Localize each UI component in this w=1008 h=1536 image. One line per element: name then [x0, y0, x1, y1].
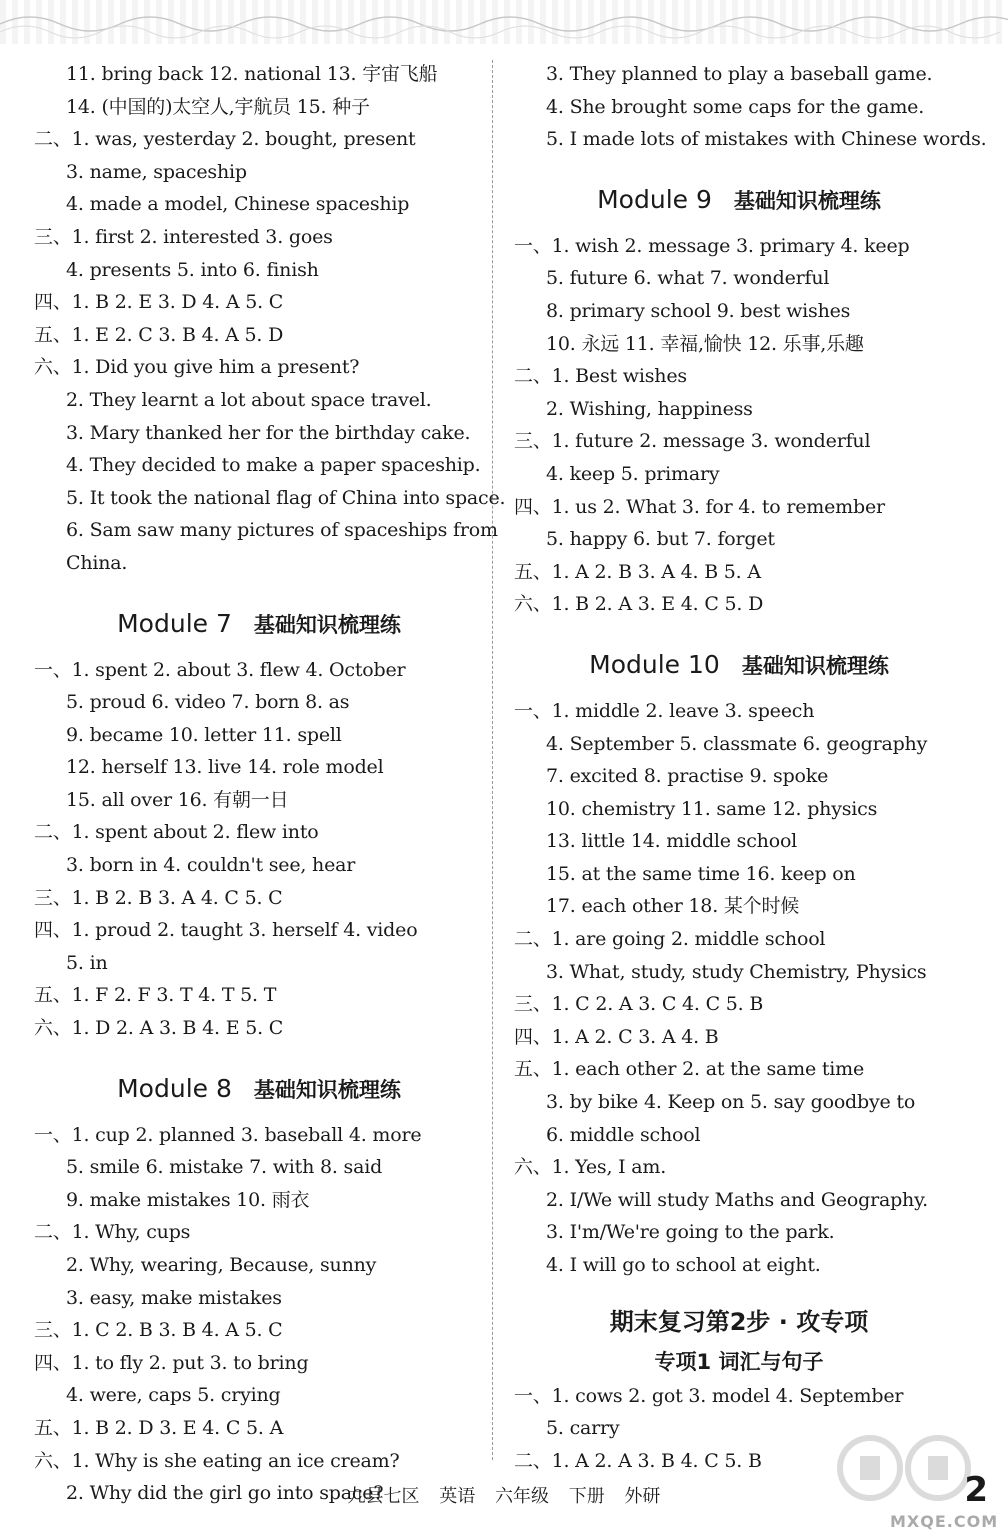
answer-line: 6. Sam saw many pictures of spaceships from	[66, 519, 498, 542]
answer-line: 4. September 5. classmate 6. geography	[546, 732, 928, 755]
answer-line: 4. They decided to make a paper spaceship.	[66, 454, 481, 477]
answer-line: 六、1. B 2. A 3. E 4. C 5. D	[514, 593, 764, 616]
answer-line: 5. in	[66, 951, 108, 974]
answer-line: 5. It took the national flag of China into space.	[66, 486, 506, 509]
answer-line: 二、1. A 2. A 3. B 4. C 5. B	[514, 1449, 762, 1472]
answer-line: 3. name, spaceship	[66, 160, 247, 183]
module-title: Module 9	[597, 184, 712, 214]
answer-line: 2. They learnt a lot about space travel.	[66, 388, 432, 411]
right-column	[514, 58, 987, 1477]
answer-line: 4. keep 5. primary	[546, 462, 720, 485]
answer-line: 13. little 14. middle school	[546, 830, 798, 853]
answer-line: 9. became 10. letter 11. spell	[66, 723, 342, 746]
page-footer: 九县七区 英语 六年级 下册 外研	[347, 1486, 661, 1507]
answer-line: 二、1. spent about 2. flew into	[34, 821, 319, 844]
answer-line: 5. I made lots of mistakes with Chinese words.	[546, 128, 987, 151]
module-subtitle: 基础知识梳理练	[741, 653, 889, 678]
answer-line: 4. were, caps 5. crying	[66, 1384, 281, 1407]
answer-line: 15. all over 16. 有朝一日	[66, 788, 289, 811]
answer-line: 六、1. D 2. A 3. B 4. E 5. C	[34, 1017, 284, 1040]
module-subtitle: 基础知识梳理练	[253, 612, 401, 637]
module-title: Module 8	[117, 1073, 232, 1103]
answer-line: 11. bring back 12. national 13. 宇宙飞船	[66, 63, 438, 85]
answer-line: 六、1. Yes, I am.	[514, 1156, 667, 1179]
answer-line: China.	[66, 551, 128, 574]
answer-line: 三、1. first 2. interested 3. goes	[34, 225, 333, 248]
module-title: Module 10	[589, 649, 720, 679]
watermark-text: MXQE.COM	[890, 1512, 999, 1531]
module-title: Module 7	[117, 608, 232, 638]
answer-line: 2. Why did the girl go into space?	[66, 1482, 384, 1505]
answer-line: 5. smile 6. mistake 7. with 8. said	[66, 1156, 383, 1179]
answer-line: 12. herself 13. live 14. role model	[66, 756, 384, 779]
final-review-title: 期末复习第2步 · 攻专项	[609, 1307, 869, 1336]
answer-line: 三、1. C 2. A 3. C 4. C 5. B	[514, 993, 764, 1016]
answer-line: 一、1. cup 2. planned 3. baseball 4. more	[34, 1123, 422, 1146]
answer-line: 六、1. Why is she eating an ice cream?	[34, 1449, 400, 1472]
module-7-heading	[34, 594, 484, 654]
answer-line: 3. They planned to play a baseball game.	[546, 63, 933, 85]
column-divider	[492, 60, 493, 1460]
module-subtitle: 基础知识梳理练	[253, 1077, 401, 1102]
answer-line: 3. easy, make mistakes	[66, 1286, 282, 1309]
answer-line: 五、1. each other 2. at the same time	[514, 1058, 865, 1081]
module-subtitle: 基础知识梳理练	[733, 188, 881, 213]
answer-line: 一、1. cows 2. got 3. model 4. September	[514, 1384, 904, 1407]
answer-line: 15. at the same time 16. keep on	[546, 862, 856, 885]
answer-line: 5. proud 6. video 7. born 8. as	[66, 691, 350, 714]
answer-line: 2. Why, wearing, Because, sunny	[66, 1254, 377, 1276]
answer-line: 三、1. C 2. B 3. B 4. A 5. C	[34, 1319, 283, 1342]
answer-line: 3. I'm/We're going to the park.	[546, 1221, 835, 1244]
answer-line: 3. Mary thanked her for the birthday cake.	[66, 421, 471, 444]
answer-line: 9. make mistakes 10. 雨衣	[66, 1188, 310, 1211]
answer-line: 7. excited 8. practise 9. spoke	[546, 765, 829, 788]
answer-line: 3. by bike 4. Keep on 5. say goodbye to	[546, 1091, 916, 1114]
answer-line: 一、1. spent 2. about 3. flew 4. October	[34, 658, 406, 681]
answer-line: 17. each other 18. 某个时候	[546, 895, 800, 918]
answer-line: 三、1. B 2. B 3. A 4. C 5. C	[34, 886, 283, 909]
answer-line: 五、1. E 2. C 3. B 4. A 5. D	[34, 323, 284, 346]
answer-line: 二、1. Best wishes	[514, 365, 687, 388]
answer-line: 一、1. wish 2. message 3. primary 4. keep	[514, 234, 910, 257]
answer-line: 2. I/We will study Maths and Geography.	[546, 1188, 928, 1211]
answer-line: 6. middle school	[546, 1123, 701, 1146]
answer-line: 4. She brought some caps for the game.	[546, 95, 925, 118]
answer-line: 一、1. middle 2. leave 3. speech	[514, 699, 815, 722]
answer-line: 3. What, study, study Chemistry, Physics	[546, 960, 927, 983]
answer-line: 五、1. F 2. F 3. T 4. T 5. T	[34, 984, 277, 1007]
answer-line: 5. happy 6. but 7. forget	[546, 528, 775, 551]
answer-line: 四、1. to fly 2. put 3. to bring	[34, 1351, 309, 1374]
answer-line: 五、1. A 2. B 3. A 4. B 5. A	[514, 560, 761, 583]
answer-line: 二、1. was, yesterday 2. bought, present	[34, 128, 416, 151]
answer-line: 四、1. us 2. What 3. for 4. to remember	[514, 495, 885, 518]
answer-line: 二、1. Why, cups	[34, 1221, 191, 1244]
answer-line: 4. made a model, Chinese spaceship	[66, 193, 410, 216]
answer-line: 4. presents 5. into 6. finish	[66, 258, 319, 281]
answer-line: 六、1. Did you give him a present?	[34, 356, 360, 379]
answer-line: 五、1. B 2. D 3. E 4. C 5. A	[34, 1416, 284, 1439]
page-number: 2	[964, 1470, 988, 1510]
module-8-heading	[34, 1059, 484, 1119]
answer-line: 5. future 6. what 7. wonderful	[546, 267, 830, 290]
answer-line: 3. born in 4. couldn't see, hear	[66, 854, 356, 877]
answer-line: 5. carry	[546, 1417, 620, 1440]
answer-line: 四、1. B 2. E 3. D 4. A 5. C	[34, 291, 284, 314]
answer-line: 三、1. future 2. message 3. wonderful	[514, 430, 871, 453]
answer-line: 8. primary school 9. best wishes	[546, 299, 851, 322]
top-wave-decoration	[0, 6, 1008, 42]
answer-line: 14. (中国的)太空人,宇航员 15. 种子	[66, 95, 370, 118]
answer-line: 4. I will go to school at eight.	[546, 1254, 821, 1276]
answer-line: 四、1. proud 2. taught 3. herself 4. video	[34, 919, 418, 942]
answer-line: 10. chemistry 11. same 12. physics	[546, 797, 878, 820]
final-review-subtitle: 专项1 词汇与句子	[654, 1349, 824, 1374]
answer-line: 二、1. are going 2. middle school	[514, 928, 826, 951]
module-9-heading	[514, 170, 964, 230]
answer-line: 10. 永远 11. 幸福,愉快 12. 乐事,乐趣	[546, 332, 864, 355]
module-10-heading	[514, 635, 964, 695]
answer-line: 2. Wishing, happiness	[546, 397, 753, 420]
answer-line: 四、1. A 2. C 3. A 4. B	[514, 1025, 719, 1048]
